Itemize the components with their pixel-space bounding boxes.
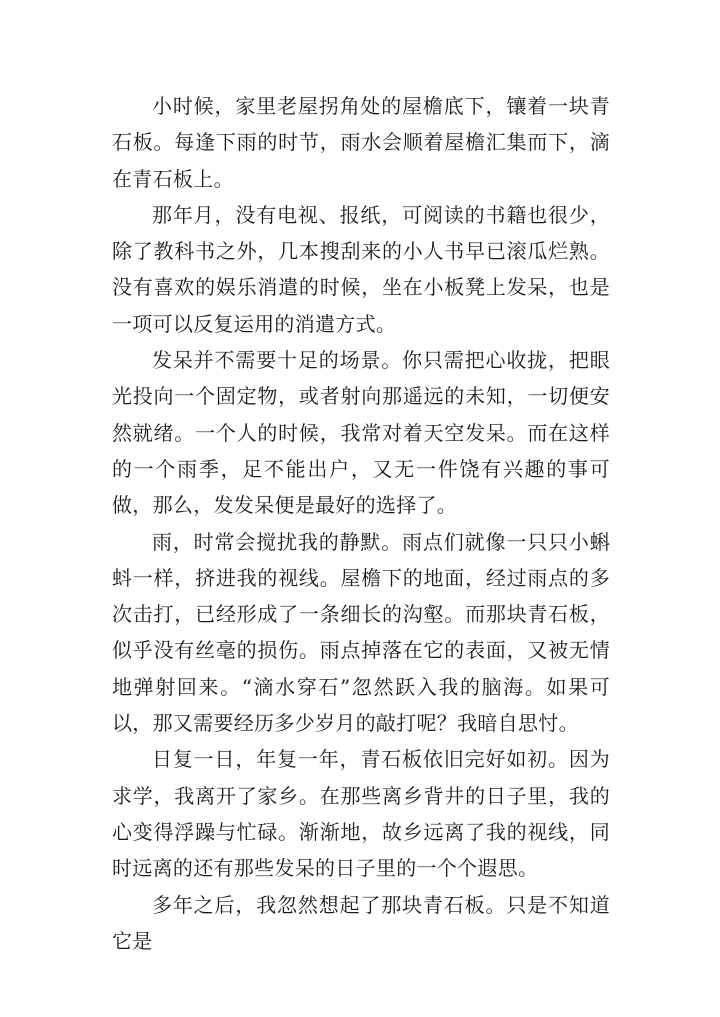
- paragraph-2: 那年月，没有电视、报纸，可阅读的书籍也很少，除了教科书之外，几本搜刮来的小人书早已滚瓜烂熟。没有喜欢的娱乐消遣的时候，坐在小板凳上发呆，也是一项可以反复运用的消遣方式。: [112, 202, 610, 336]
- essay-body: [112, 88, 610, 959]
- paragraph-4: 雨，时常会搅扰我的静默。雨点们就像一只只小蝌蚪一样，挤进我的视线。屋檐下的地面，经过雨点的多次击打，已经形成了一条细长的沟壑。而那块青石板，似乎没有丝毫的损伤。雨点掉落在它的表面，又被无情地弹射回来。“滴水穿石”忽然跃入我的脑海。如果可以，那又需要经历多少岁月的敲打呢？我暗自思忖。: [112, 529, 610, 736]
- paragraph-5: 日复一日，年复一年，青石板依旧完好如初。因为求学，我离开了家乡。在那些离乡背井的日子里，我的心变得浮躁与忙碌。渐渐地，故乡远离了我的视线，同时远离的还有那些发呆的日子里的一个个遐思。: [112, 747, 610, 881]
- paragraph-1: 小时候，家里老屋拐角处的屋檐底下，镶着一块青石板。每逢下雨的时节，雨水会顺着屋檐汇集而下，滴在青石板上。: [112, 94, 610, 191]
- paragraph-6: 多年之后，我忽然想起了那块青石板。只是不知道它是: [112, 892, 610, 953]
- paragraph-3: 发呆并不需要十足的场景。你只需把心收拢，把眼光投向一个固定物，或者射向那遥远的未知，一切便安然就绪。一个人的时候，我常对着天空发呆。而在这样的一个雨季，足不能出户，又无一件饶有兴趣的事可做，那么，发发呆便是最好的选择了。: [112, 348, 610, 518]
